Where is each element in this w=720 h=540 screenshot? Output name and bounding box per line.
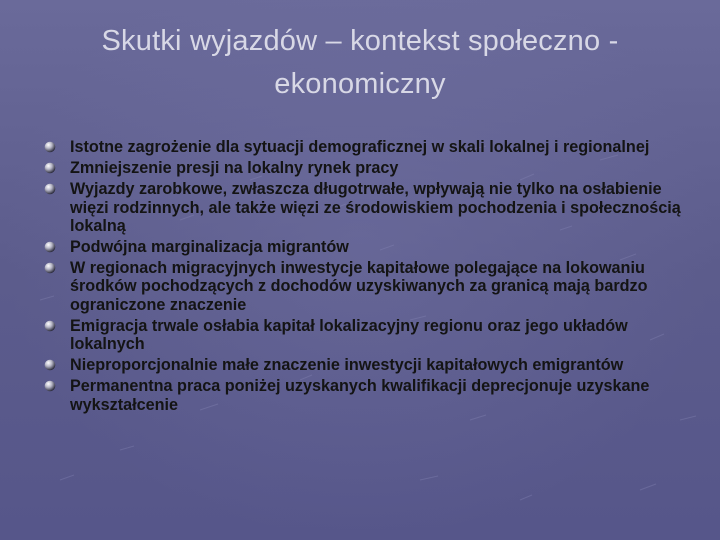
bullet-item xyxy=(44,180,694,235)
sphere-bullet-icon xyxy=(44,262,56,274)
bullet-text: Zmniejszenie presji na lokalny rynek pracy xyxy=(70,159,399,178)
bullet-item xyxy=(44,138,694,156)
bullet-text: Emigracja trwale osłabia kapitał lokalizacyjny regionu oraz jego układów lokalnych xyxy=(70,316,628,354)
sphere-bullet-icon xyxy=(44,162,56,174)
bullet-item xyxy=(44,317,694,353)
slide-title: Skutki wyjazdów – kontekst społeczno - ekonomiczny xyxy=(101,25,619,100)
sphere-bullet-icon xyxy=(44,380,56,392)
bullet-text: Wyjazdy zarobkowe, zwłaszcza długotrwałe, wpływają nie tylko na osłabienie więzi rodzinnych, ale także więzi ze środowiskiem pochodzenia i społecznością lokalną xyxy=(70,180,681,235)
bullet-item xyxy=(44,259,694,314)
bullet-text: Nieproporcjonalnie małe znaczenie inwestycji kapitałowych emigrantów xyxy=(70,356,624,375)
sphere-bullet-icon xyxy=(44,320,56,332)
bullet-item xyxy=(44,377,694,413)
bullet-text: Permanentna praca poniżej uzyskanych kwalifikacji deprecjonuje uzyskane wykształcenie xyxy=(70,377,650,414)
sphere-bullet-icon xyxy=(44,141,56,153)
bullet-text: W regionach migracyjnych inwestycje kapitałowe polegające na lokowaniu środków pochodzących z dochodów uzyskiwanych za granicą mają bardzo ograniczone znaczenie xyxy=(70,259,648,314)
bullet-item xyxy=(44,238,694,256)
sphere-bullet-icon xyxy=(44,241,56,253)
sphere-bullet-icon xyxy=(44,359,56,371)
bullet-item xyxy=(44,159,694,177)
sphere-bullet-icon xyxy=(44,183,56,195)
bullet-text: Istotne zagrożenie dla sytuacji demograficznej w skali lokalnej i regionalnej xyxy=(70,138,650,156)
bullet-list xyxy=(44,138,694,417)
bullet-text: Podwójna marginalizacja migrantów xyxy=(70,238,349,257)
bullet-item xyxy=(44,356,694,374)
